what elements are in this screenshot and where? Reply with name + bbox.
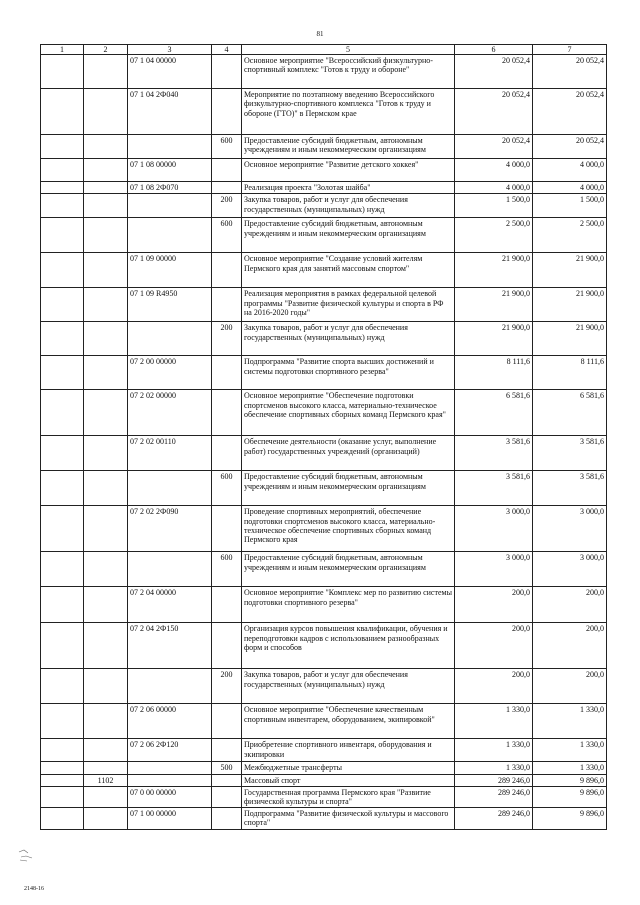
cell-col-5: Массовый спорт (242, 774, 455, 786)
table-row (41, 587, 607, 623)
table-row (41, 159, 607, 182)
column-header: 5 (242, 45, 455, 55)
cell-col-3 (128, 135, 212, 159)
table-row (41, 808, 607, 830)
cell-col-5: Подпрограмма "Развитие спорта высших достижений и системы подготовки спортивного резерва" (242, 356, 455, 390)
cell-col-5: Основное мероприятие "Обеспечение качественным спортивным инвентарем, оборудованием, экипировкой" (242, 704, 455, 739)
table-row (41, 322, 607, 356)
cell-col-1 (41, 704, 84, 739)
table-row (41, 669, 607, 704)
cell-col-7: 1 330,0 (533, 704, 607, 739)
cell-col-2 (84, 356, 128, 390)
cell-col-6: 200,0 (455, 587, 533, 623)
table-row (41, 218, 607, 253)
cell-col-3: 07 2 06 2Ф120 (128, 739, 212, 762)
cell-col-3: 07 2 04 2Ф150 (128, 623, 212, 669)
cell-col-4 (212, 739, 242, 762)
cell-col-7: 6 581,6 (533, 390, 607, 436)
cell-col-6: 20 052,4 (455, 55, 533, 89)
cell-col-5: Предоставление субсидий бюджетным, автономным учреждениям и иным некоммерческим организациям (242, 135, 455, 159)
cell-col-1 (41, 55, 84, 89)
cell-col-2 (84, 436, 128, 471)
cell-col-2 (84, 322, 128, 356)
cell-col-7: 200,0 (533, 669, 607, 704)
cell-col-1 (41, 506, 84, 552)
cell-col-1 (41, 253, 84, 288)
cell-col-1 (41, 552, 84, 587)
cell-col-7: 200,0 (533, 623, 607, 669)
cell-col-5: Предоставление субсидий бюджетным, автономным учреждениям и иным некоммерческим организациям (242, 218, 455, 253)
table-row (41, 182, 607, 194)
page-number: 81 (316, 30, 324, 38)
cell-col-7: 4 000,0 (533, 182, 607, 194)
cell-col-7: 3 000,0 (533, 552, 607, 587)
cell-col-6: 1 330,0 (455, 739, 533, 762)
table-row (41, 288, 607, 322)
cell-col-3: 07 2 00 00000 (128, 356, 212, 390)
cell-col-4: 600 (212, 471, 242, 506)
cell-col-6: 20 052,4 (455, 135, 533, 159)
cell-col-1 (41, 159, 84, 182)
cell-col-1 (41, 762, 84, 774)
cell-col-6: 3 000,0 (455, 506, 533, 552)
cell-col-2 (84, 739, 128, 762)
cell-col-1 (41, 89, 84, 135)
cell-col-2 (84, 55, 128, 89)
cell-col-6: 3 581,6 (455, 436, 533, 471)
cell-col-7: 9 896,0 (533, 774, 607, 786)
cell-col-1 (41, 786, 84, 807)
cell-col-7: 20 052,4 (533, 135, 607, 159)
cell-col-4 (212, 390, 242, 436)
cell-col-5: Проведение спортивных мероприятий, обеспечение подготовки спортсменов высокого класса, материально-техническое обеспечение спортивных сборных команд Пермского края (242, 506, 455, 552)
cell-col-3 (128, 552, 212, 587)
cell-col-6: 6 581,6 (455, 390, 533, 436)
cell-col-1 (41, 288, 84, 322)
cell-col-7: 3 000,0 (533, 506, 607, 552)
cell-col-3 (128, 774, 212, 786)
cell-col-5: Реализация мероприятия в рамках федеральной целевой программы "Развитие физической культуры и спорта в РФ на 2016-2020 годы" (242, 288, 455, 322)
cell-col-1 (41, 390, 84, 436)
cell-col-7: 4 000,0 (533, 159, 607, 182)
cell-col-2 (84, 587, 128, 623)
cell-col-4: 600 (212, 135, 242, 159)
cell-col-5: Закупка товаров, работ и услуг для обеспечения государственных (муниципальных) нужд (242, 669, 455, 704)
cell-col-1 (41, 669, 84, 704)
cell-col-4 (212, 623, 242, 669)
cell-col-4 (212, 159, 242, 182)
cell-col-4: 200 (212, 194, 242, 218)
cell-col-5: Реализация проекта "Золотая шайба" (242, 182, 455, 194)
cell-col-7: 21 900,0 (533, 288, 607, 322)
cell-col-6: 20 052,4 (455, 89, 533, 135)
cell-col-7: 3 581,6 (533, 471, 607, 506)
cell-col-1 (41, 623, 84, 669)
table-row (41, 739, 607, 762)
cell-col-2 (84, 182, 128, 194)
cell-col-3 (128, 471, 212, 506)
cell-col-3: 07 1 04 00000 (128, 55, 212, 89)
cell-col-2 (84, 506, 128, 552)
cell-col-1 (41, 218, 84, 253)
cell-col-7: 3 581,6 (533, 436, 607, 471)
table-row (41, 194, 607, 218)
table-row (41, 774, 607, 786)
column-header: 2 (84, 45, 128, 55)
cell-col-4 (212, 808, 242, 830)
cell-col-6: 4 000,0 (455, 159, 533, 182)
cell-col-5: Основное мероприятие "Развитие детского хоккея" (242, 159, 455, 182)
table-row (41, 786, 607, 807)
cell-col-6: 1 500,0 (455, 194, 533, 218)
table-row (41, 253, 607, 288)
cell-col-4: 200 (212, 322, 242, 356)
cell-col-5: Закупка товаров, работ и услуг для обеспечения государственных (муниципальных) нужд (242, 194, 455, 218)
cell-col-2: 1102 (84, 774, 128, 786)
cell-col-2 (84, 704, 128, 739)
cell-col-3: 07 1 09 R4950 (128, 288, 212, 322)
cell-col-3 (128, 762, 212, 774)
document-code: 2148-16 (24, 886, 44, 892)
cell-col-7: 8 111,6 (533, 356, 607, 390)
table-row (41, 704, 607, 739)
cell-col-6: 1 330,0 (455, 704, 533, 739)
scan-mark-icon (18, 848, 34, 862)
cell-col-5: Государственная программа Пермского края "Развитие физической культуры и спорта" (242, 786, 455, 807)
cell-col-4 (212, 182, 242, 194)
cell-col-4 (212, 55, 242, 89)
cell-col-1 (41, 356, 84, 390)
cell-col-6: 21 900,0 (455, 288, 533, 322)
cell-col-1 (41, 808, 84, 830)
table-row (41, 762, 607, 774)
cell-col-7: 200,0 (533, 587, 607, 623)
cell-col-6: 3 000,0 (455, 552, 533, 587)
cell-col-3: 07 2 02 2Ф090 (128, 506, 212, 552)
table-row (41, 471, 607, 506)
cell-col-6: 200,0 (455, 669, 533, 704)
cell-col-2 (84, 669, 128, 704)
cell-col-3 (128, 322, 212, 356)
cell-col-3 (128, 669, 212, 704)
table-row (41, 89, 607, 135)
cell-col-2 (84, 135, 128, 159)
cell-col-2 (84, 253, 128, 288)
cell-col-2 (84, 194, 128, 218)
cell-col-4 (212, 587, 242, 623)
column-header: 1 (41, 45, 84, 55)
cell-col-2 (84, 786, 128, 807)
cell-col-3: 07 1 08 2Ф070 (128, 182, 212, 194)
cell-col-4 (212, 436, 242, 471)
cell-col-3 (128, 194, 212, 218)
cell-col-3: 07 1 00 00000 (128, 808, 212, 830)
cell-col-5: Организация курсов повышения квалификации, обучения и переподготовки кадров с использованием разнообразных форм и способов (242, 623, 455, 669)
cell-col-2 (84, 159, 128, 182)
cell-col-6: 1 330,0 (455, 762, 533, 774)
cell-col-5: Основное мероприятие "Всероссийский физкультурно-спортивный комплекс "Готов к труду и обороне" (242, 55, 455, 89)
cell-col-4: 600 (212, 218, 242, 253)
cell-col-1 (41, 774, 84, 786)
cell-col-6: 289 246,0 (455, 808, 533, 830)
cell-col-6: 2 500,0 (455, 218, 533, 253)
cell-col-1 (41, 739, 84, 762)
table-row (41, 135, 607, 159)
cell-col-6: 200,0 (455, 623, 533, 669)
cell-col-2 (84, 218, 128, 253)
cell-col-3 (128, 218, 212, 253)
cell-col-1 (41, 194, 84, 218)
cell-col-5: Предоставление субсидий бюджетным, автономным учреждениям и иным некоммерческим организациям (242, 471, 455, 506)
cell-col-1 (41, 436, 84, 471)
cell-col-4 (212, 89, 242, 135)
cell-col-3: 07 2 02 00000 (128, 390, 212, 436)
cell-col-6: 4 000,0 (455, 182, 533, 194)
cell-col-7: 20 052,4 (533, 55, 607, 89)
cell-col-1 (41, 587, 84, 623)
cell-col-2 (84, 89, 128, 135)
column-header: 3 (128, 45, 212, 55)
cell-col-6: 289 246,0 (455, 786, 533, 807)
cell-col-6: 21 900,0 (455, 253, 533, 288)
budget-table (40, 44, 607, 830)
cell-col-3: 07 1 08 00000 (128, 159, 212, 182)
cell-col-4 (212, 774, 242, 786)
cell-col-7: 1 500,0 (533, 194, 607, 218)
cell-col-7: 9 896,0 (533, 786, 607, 807)
cell-col-6: 289 246,0 (455, 774, 533, 786)
cell-col-7: 9 896,0 (533, 808, 607, 830)
cell-col-5: Подпрограмма "Развитие физической культуры и массового спорта" (242, 808, 455, 830)
cell-col-5: Межбюджетные трансферты (242, 762, 455, 774)
cell-col-7: 21 900,0 (533, 322, 607, 356)
cell-col-5: Обеспечение деятельности (оказание услуг, выполнение работ) государственных учреждений (организаций) (242, 436, 455, 471)
cell-col-4: 600 (212, 552, 242, 587)
cell-col-5: Приобретение спортивного инвентаря, оборудования и экипировки (242, 739, 455, 762)
cell-col-2 (84, 808, 128, 830)
cell-col-3: 07 2 04 00000 (128, 587, 212, 623)
column-header: 6 (455, 45, 533, 55)
cell-col-4 (212, 253, 242, 288)
cell-col-4 (212, 356, 242, 390)
cell-col-6: 3 581,6 (455, 471, 533, 506)
cell-col-7: 1 330,0 (533, 762, 607, 774)
cell-col-2 (84, 762, 128, 774)
cell-col-3: 07 2 02 00110 (128, 436, 212, 471)
cell-col-5: Основное мероприятие "Обеспечение подготовки спортсменов высокого класса, материально-техническое обеспечение спортивных сборных команд Пермского края" (242, 390, 455, 436)
cell-col-4 (212, 704, 242, 739)
table-row (41, 552, 607, 587)
cell-col-6: 21 900,0 (455, 322, 533, 356)
table-row (41, 623, 607, 669)
cell-col-7: 2 500,0 (533, 218, 607, 253)
cell-col-2 (84, 552, 128, 587)
table-body (41, 55, 607, 830)
cell-col-5: Предоставление субсидий бюджетным, автономным учреждениям и иным некоммерческим организациям (242, 552, 455, 587)
cell-col-4: 500 (212, 762, 242, 774)
cell-col-3: 07 1 04 2Ф040 (128, 89, 212, 135)
cell-col-4 (212, 786, 242, 807)
cell-col-7: 1 330,0 (533, 739, 607, 762)
cell-col-5: Закупка товаров, работ и услуг для обеспечения государственных (муниципальных) нужд (242, 322, 455, 356)
cell-col-5: Основное мероприятие "Создание условий жителям Пермского края для занятий массовым спортом" (242, 253, 455, 288)
cell-col-3: 07 1 09 00000 (128, 253, 212, 288)
cell-col-3: 07 0 00 00000 (128, 786, 212, 807)
table-row (41, 55, 607, 89)
cell-col-4 (212, 288, 242, 322)
cell-col-2 (84, 390, 128, 436)
cell-col-6: 8 111,6 (455, 356, 533, 390)
cell-col-4: 200 (212, 669, 242, 704)
cell-col-2 (84, 288, 128, 322)
cell-col-5: Мероприятие по поэтапному введению Всероссийского физкультурно-спортивного комплекса "Готов к труду и обороне (ГТО)" в Пермском крае (242, 89, 455, 135)
cell-col-5: Основное мероприятие "Комплекс мер по развитию системы подготовки спортивного резерва" (242, 587, 455, 623)
cell-col-1 (41, 322, 84, 356)
cell-col-1 (41, 182, 84, 194)
cell-col-3: 07 2 06 00000 (128, 704, 212, 739)
column-header: 4 (212, 45, 242, 55)
table-row (41, 390, 607, 436)
column-header: 7 (533, 45, 607, 55)
cell-col-1 (41, 471, 84, 506)
table-row (41, 436, 607, 471)
cell-col-4 (212, 506, 242, 552)
column-number-row (41, 45, 607, 55)
cell-col-7: 21 900,0 (533, 253, 607, 288)
cell-col-7: 20 052,4 (533, 89, 607, 135)
table-row (41, 356, 607, 390)
cell-col-2 (84, 623, 128, 669)
cell-col-2 (84, 471, 128, 506)
table-row (41, 506, 607, 552)
cell-col-1 (41, 135, 84, 159)
